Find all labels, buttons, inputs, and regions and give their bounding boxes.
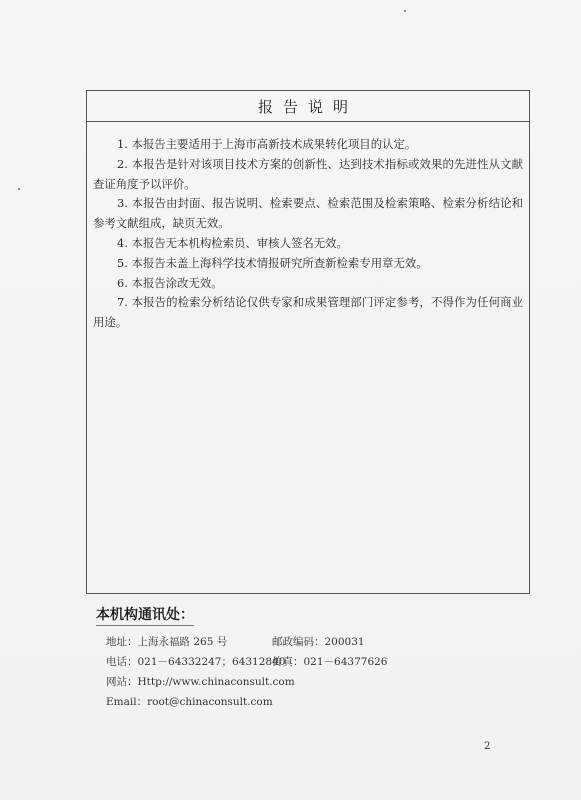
website-link[interactable]: 网站：Http://www.chinaconsult.com: [106, 676, 295, 688]
note-item-6: 6. 本报告涂改无效。: [117, 275, 223, 290]
postcode-text: 邮政编码：200031: [272, 636, 365, 648]
report-title: 报告说明: [257, 97, 358, 116]
scan-speck: [18, 188, 20, 190]
notes-list: [93, 135, 523, 333]
address-text: 地址：上海永福路 265 号: [106, 636, 228, 648]
contact-row-address: [106, 634, 227, 649]
scan-speck: [404, 10, 406, 12]
phone-text: 电话：021－64332247；64312840: [106, 656, 286, 668]
fax-text: 传真：021－64377626: [272, 656, 388, 668]
note-item-2: 2. 本报告是针对该项目技术方案的创新性、达到技术指标或效果的先进性从文献查证角度予以评价。: [93, 156, 523, 191]
note-item-7: 7. 本报告的检索分析结论仅供专家和成果管理部门评定参考，不得作为任何商业用途。: [93, 295, 523, 330]
contact-row-postcode: [272, 634, 365, 649]
contact-row-email: [106, 694, 273, 709]
note-item-4: 4. 本报告无本机构检索员、审核人签名无效。: [117, 235, 348, 250]
title-row: [87, 91, 529, 122]
note-item-3: 3. 本报告由封面、报告说明、检索要点、检索范围及检索策略、检索分析结论和参考文献组成，缺页无效。: [93, 196, 523, 231]
contact-section: [96, 604, 516, 708]
note-item-5: 5. 本报告未盖上海科学技术情报研究所查新检索专用章无效。: [117, 255, 428, 270]
email-link[interactable]: Email：root@chinaconsult.com: [106, 696, 273, 708]
contact-row-website: [106, 674, 295, 689]
page-number: 2: [484, 741, 491, 752]
contact-heading: 本机构通讯处：: [96, 604, 194, 626]
contact-row-fax: [272, 654, 388, 669]
note-item-1: 1. 本报告主要适用于上海市高新技术成果转化项目的认定。: [117, 137, 417, 151]
report-notes-box: [86, 90, 530, 594]
contact-row-phone: [106, 654, 285, 669]
